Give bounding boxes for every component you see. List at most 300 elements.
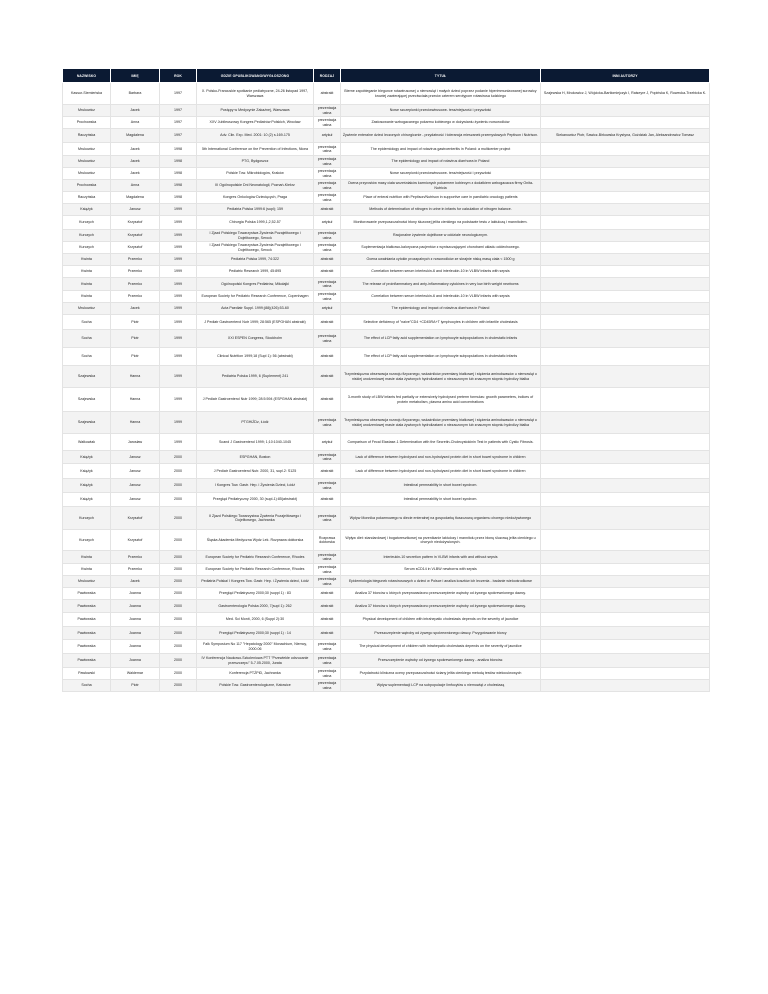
cell-first-name: Przemko [111, 551, 160, 564]
cell-surname: Socha [63, 348, 111, 366]
cell-other-authors [541, 613, 710, 627]
cell-surname: Kurczych [63, 230, 111, 242]
cell-venue: ESPGHAN, Boston [197, 451, 314, 464]
cell-surname: Mrukowicz [63, 576, 111, 588]
cell-other-authors [541, 242, 710, 254]
cell-surname: Mrukowicz [63, 105, 111, 117]
cell-other-authors [541, 254, 710, 266]
cell-year: 2000 [160, 551, 197, 564]
cell-title: The epidemiology and impact of rotavirus diarrhoea in Poland [341, 303, 541, 315]
cell-type: abstrakt [314, 388, 341, 412]
table-row [63, 291, 710, 303]
cell-title: The effect of LCP fatty acid supplementation on lymphocyte subpopulations in cholestatic infants [341, 330, 541, 348]
cell-title: Przeszczepienie wątroby od żywego spokrewnionego dawcy - analiza biorców. [341, 654, 541, 668]
cell-type: prezentacja ustna [314, 143, 341, 156]
column-header-venue: GDZIE OPUBLIKOWANO/WYGŁOSZONO [197, 69, 314, 83]
cell-surname: Wałkowiak [63, 434, 111, 451]
cell-first-name: Piotr [111, 330, 160, 348]
cell-type: Rozprawa doktorska [314, 530, 341, 551]
cell-title: Trzymiesięczna obserwacja rozwoju fizycznego, wskaźników przemiany białkowej i stężenia aminokwasów u niemowląt o niskiej urodzeniowej masie ciała żywionych hydrolizatami o niezaczonym lub znacznym stopniu hydrolizy białka [341, 366, 541, 388]
cell-other-authors [541, 315, 710, 330]
cell-year: 2000 [160, 627, 197, 640]
cell-type: prezentacja ustna [314, 654, 341, 668]
cell-surname: Kurczych [63, 507, 111, 530]
cell-first-name: Przemko [111, 278, 160, 291]
table-row [63, 551, 710, 564]
column-header-type: RODZAJ [314, 69, 341, 83]
cell-type: prezentacja ustna [314, 180, 341, 192]
cell-surname: Kwinta [63, 551, 111, 564]
cell-other-authors [541, 156, 710, 168]
cell-surname: Pawłowski [63, 668, 111, 680]
table-row [63, 412, 710, 434]
cell-title: Trzymiesięczna obserwacja rozwoju fizycznego, wskaźników przemiany białkowej i stężenia aminokwasów u niemowląt o niskiej urodzeniowej masie ciała żywionych hydrolizatami o niezaczonym lub znacznym stopniu hydrolizy białka [341, 412, 541, 434]
cell-surname: Pawłowska [63, 640, 111, 654]
cell-type: prezentacja ustna [314, 479, 341, 493]
cell-other-authors [541, 117, 710, 129]
cell-surname: Książyk [63, 451, 111, 464]
cell-first-name: Barbara [111, 83, 160, 105]
cell-year: 1999 [160, 330, 197, 348]
cell-type: prezentacja ustna [314, 640, 341, 654]
cell-first-name: Jacek [111, 156, 160, 168]
cell-surname: Szajewska [63, 366, 111, 388]
cell-venue: J Pediatr Gastroenterol Nutr 1999; 28:565 (ESPGHAN abstrakt) [197, 315, 314, 330]
table-row [63, 366, 710, 388]
table-row [63, 168, 710, 180]
cell-venue: XXV Jubileuszowy Kongres Pediatrów Polskich, Wrocław [197, 117, 314, 129]
cell-title: Nowe szczepionki przeciwwirusowe- teraźniejszość i przyszłość [341, 105, 541, 117]
table-row [63, 117, 710, 129]
cell-surname: Kwinta [63, 291, 111, 303]
cell-venue: Falk Symposium No 117 "Hepatology 2000" Monachium, Niemcy, 2000.06 [197, 640, 314, 654]
cell-other-authors [541, 266, 710, 278]
cell-year: 1998 [160, 143, 197, 156]
table-row [63, 680, 710, 692]
table-row [63, 434, 710, 451]
cell-type: abstrakt [314, 600, 341, 613]
cell-other-authors [541, 600, 710, 613]
cell-year: 1997 [160, 117, 197, 129]
cell-venue: Acta Paediatr Suppl. 1999;(88)(426):53-60 [197, 303, 314, 315]
cell-title: Correlation between serum interleukin-6 and interleukin-10 in VLBW infants with sepsis [341, 266, 541, 278]
cell-first-name: Hanna [111, 412, 160, 434]
cell-venue: Scand J Gastroenterol 1999; 1;10:1040-1045 [197, 434, 314, 451]
cell-venue: Polskie Tow. Gastroenterologiczne, Katowice [197, 680, 314, 692]
table-row [63, 254, 710, 266]
cell-venue: Clinical Nutrition 1999;18 (Supl 1): 56 (abstrakt) [197, 348, 314, 366]
cell-title: Lack of difference between hydrolysed and non-hydrolysed protein diet in short bowel syndrome in children [341, 464, 541, 479]
cell-year: 1998 [160, 168, 197, 180]
cell-year: 2000 [160, 507, 197, 530]
cell-title: Lack of difference between hydrolysed and non-hydrolysed protein diet in short bowel syndrome in children [341, 451, 541, 464]
cell-venue: J Pediatr Gastroenterol Nutr. 2000, 31, supl.2: S125 [197, 464, 314, 479]
table-row [63, 315, 710, 330]
table-row [63, 105, 710, 117]
cell-first-name: Piotr [111, 348, 160, 366]
cell-type: prezentacja ustna [314, 330, 341, 348]
cell-venue: European Society for Pediatric Research Conference, Rhodes [197, 551, 314, 564]
cell-year: 1999 [160, 291, 197, 303]
cell-year: 1999 [160, 266, 197, 278]
cell-year: 1999 [160, 204, 197, 216]
cell-first-name: Joanna [111, 640, 160, 654]
cell-surname: Prochowska [63, 180, 111, 192]
column-header-year: ROK [160, 69, 197, 83]
cell-type: abstrakt [314, 588, 341, 600]
cell-year: 1997 [160, 129, 197, 143]
table-row [63, 156, 710, 168]
cell-other-authors [541, 479, 710, 493]
column-header-surname: NAZWISKO [63, 69, 111, 83]
cell-title: The effect of LCP fatty acid supplementation on lymphocyte subpopulations in cholestatic infants [341, 348, 541, 366]
cell-first-name: Przemko [111, 254, 160, 266]
cell-other-authors [541, 451, 710, 464]
cell-title: Serum sCD14 in VLBW newborns with sepsis [341, 564, 541, 576]
cell-year: 1997 [160, 105, 197, 117]
cell-type: abstrakt [314, 493, 341, 507]
cell-other-authors [541, 105, 710, 117]
cell-other-authors [541, 330, 710, 348]
cell-year: 1999 [160, 242, 197, 254]
cell-type: prezentacja ustna [314, 242, 341, 254]
cell-venue: Pediatric Research 1999, 45:895 [197, 266, 314, 278]
cell-surname: Kassur-Siemieńska [63, 83, 111, 105]
cell-venue: Pediatria Polska 1999, 74:322 [197, 254, 314, 266]
cell-venue: Med. Sci Monit, 2000, 6 (Suppl 2):30 [197, 613, 314, 627]
publications-sheet [62, 68, 709, 692]
table-row [63, 242, 710, 254]
cell-first-name: Waldemar [111, 668, 160, 680]
cell-first-name: Krzysztof [111, 242, 160, 254]
cell-first-name: Krzysztof [111, 230, 160, 242]
cell-first-name: Jacek [111, 303, 160, 315]
cell-venue: Ogólnopolski Kongres Pediatrów, Mikołajki [197, 278, 314, 291]
cell-year: 2000 [160, 479, 197, 493]
cell-title: Zastosowanie wzbogacanego pokarmu kobiecego w dożywianiu żywieniu noworodków [341, 117, 541, 129]
table-row [63, 451, 710, 464]
cell-title: Epidemiologia biegunek rotawirusowych u dzieci w Polsce i analiza kosztów ich leczenia - badanie wieloośrodkowe [341, 576, 541, 588]
cell-type: artykuł [314, 129, 341, 143]
cell-title: Analiza 37 biorców u których przeprowadzono przeszczepienie wątroby od żywego spokrewnionego dawcy. [341, 600, 541, 613]
cell-year: 2000 [160, 464, 197, 479]
cell-first-name: Joanna [111, 654, 160, 668]
cell-year: 2000 [160, 654, 197, 668]
cell-title: Interleukin-10 secretion pattern in VLBW infants with and without sepsis [341, 551, 541, 564]
cell-venue: II Zjazd Polskiego Towarzystwa Żywienia Pozajelitowego i Dojelitowego, Jachranka [197, 507, 314, 530]
cell-venue: X. Polsko-Francuskie spotkanie pediatryczne, 24-26 listopad 1997, Warszawa [197, 83, 314, 105]
cell-first-name: Jarosław [111, 434, 160, 451]
cell-surname: Książyk [63, 204, 111, 216]
cell-other-authors [541, 551, 710, 564]
cell-year: 2000 [160, 668, 197, 680]
cell-title: Intestinal permeability in short bowel syndrom. [341, 493, 541, 507]
cell-type: abstrakt [314, 366, 341, 388]
cell-first-name: Krzysztof [111, 530, 160, 551]
cell-title: Ocena przyrostów masy ciała wcześniaków karmionych pokarmem kobiecym z dodatkiem wzbogacacza firmy Onita-Nutricia [341, 180, 541, 192]
cell-surname: Pawłowska [63, 654, 111, 668]
cell-title: Methods of determination of nitrogen in urine in infants for calculation of nitrogen balance. [341, 204, 541, 216]
table-row [63, 129, 710, 143]
cell-title: Analiza 37 biorców u których przeprowadzono przeszczepienie wątroby od żywego spokrewnionego dawcy. [341, 588, 541, 600]
cell-venue: XXI ESPEN Congress, Stockholm [197, 330, 314, 348]
table-row [63, 588, 710, 600]
table-row [63, 530, 710, 551]
cell-surname: Szajewska [63, 388, 111, 412]
cell-venue: Adv. Clin. Exp. Med. 2001: 10 (2) s.169-175 [197, 129, 314, 143]
cell-type: prezentacja ustna [314, 105, 341, 117]
cell-venue: IV Konferencja Naukowo-Szkoleniowa PTT "Przewlekłe odrzucanie przeszczepu" 5-7.05.2000, Jurata [197, 654, 314, 668]
cell-other-authors [541, 291, 710, 303]
table-row [63, 479, 710, 493]
cell-surname: Kwinta [63, 254, 111, 266]
cell-venue: III Ogólnopolskie Dni Neonatologii, Poznań-Kiekrz [197, 180, 314, 192]
table-row [63, 464, 710, 479]
cell-title: Wpływ suplementacji LCP na subpopulacje limfocytów u niemowląt z cholestazą [341, 680, 541, 692]
cell-first-name: Magdalena [111, 129, 160, 143]
cell-other-authors [541, 303, 710, 315]
cell-year: 2000 [160, 613, 197, 627]
cell-type: prezentacja ustna [314, 451, 341, 464]
cell-other-authors [541, 216, 710, 230]
cell-first-name: Anna [111, 117, 160, 129]
cell-other-authors [541, 576, 710, 588]
cell-venue: Pediatria Polska/ I Kongres Tow. Gastr. Hep. i Żywienia dzieci, Łódź [197, 576, 314, 588]
cell-year: 1997 [160, 83, 197, 105]
cell-first-name: Jacek [111, 576, 160, 588]
cell-other-authors [541, 388, 710, 412]
cell-other-authors [541, 564, 710, 576]
cell-type: abstrakt [314, 627, 341, 640]
cell-title: Ocena uwalniania cytokin prozapalnych z noworodków ze skrajnie niską masą ciała < 1500 g [341, 254, 541, 266]
cell-venue: Śląska Akademia Medyczna Wydz Lek. Rozprawa doktorska [197, 530, 314, 551]
cell-title: Bierne zapobieganie biegunce rotawirusowej u niemowląt i małych dzieci poprzez podanie hiperimmunizowanej surowicy krowiej zawierającej przeciwciała przeciw czterem serotypom rotawirusa ludzkiego [341, 83, 541, 105]
cell-type: prezentacja ustna [314, 564, 341, 576]
cell-first-name: Janusz [111, 493, 160, 507]
cell-surname: Kurczych [63, 530, 111, 551]
cell-year: 1999 [160, 348, 197, 366]
cell-surname: Szajewska [63, 412, 111, 434]
cell-other-authors [541, 204, 710, 216]
cell-venue: Przegląd Pediatryczny 2000, 30 (supl-1):85(abstrakt) [197, 493, 314, 507]
cell-year: 1999 [160, 254, 197, 266]
table-row [63, 330, 710, 348]
cell-title: Przydatność kliniczna oceny przepuszczalności ściany jelita cienkiego metodą testów wielocukrowych [341, 668, 541, 680]
cell-year: 2000 [160, 576, 197, 588]
cell-type: prezentacja ustna [314, 412, 341, 434]
cell-type: abstrakt [314, 464, 341, 479]
cell-other-authors [541, 366, 710, 388]
cell-surname: Raczyńska [63, 192, 111, 204]
header-row [63, 69, 710, 83]
cell-surname: Socha [63, 680, 111, 692]
cell-other-authors [541, 278, 710, 291]
cell-type: prezentacja ustna [314, 278, 341, 291]
table-row [63, 613, 710, 627]
cell-year: 1999 [160, 315, 197, 330]
cell-type: abstrakt [314, 315, 341, 330]
column-header-first-name: IMIĘ [111, 69, 160, 83]
cell-surname: Pawłowska [63, 588, 111, 600]
cell-first-name: Magdalena [111, 192, 160, 204]
cell-type: prezentacja ustna [314, 576, 341, 588]
cell-surname: Pawłowska [63, 613, 111, 627]
cell-title: Place of enteral nutrition with Peptison/Nutrison in supportive care in paediatric oncology patients [341, 192, 541, 204]
cell-type: prezentacja ustna [314, 168, 341, 180]
cell-first-name: Przemko [111, 291, 160, 303]
cell-type: artykuł [314, 434, 341, 451]
table-row [63, 278, 710, 291]
cell-other-authors [541, 588, 710, 600]
cell-surname: Mrukowicz [63, 143, 111, 156]
column-header-title: TYTUŁ [341, 69, 541, 83]
cell-venue: Polskie Tow. Mikrobiologów, Kraków [197, 168, 314, 180]
cell-venue: Pediatria Polska 1999, 6 (Suplement) 241 [197, 366, 314, 388]
cell-first-name: Jacek [111, 105, 160, 117]
cell-type: prezentacja ustna [314, 117, 341, 129]
cell-type: abstrakt [314, 266, 341, 278]
cell-venue: PTG, Bydgoszcz [197, 156, 314, 168]
cell-other-authors [541, 143, 710, 156]
cell-venue: Przegląd Pediatryczny 2000;30 (suppl 1) : 83 [197, 588, 314, 600]
cell-type: abstrakt [314, 613, 341, 627]
cell-type: abstrakt [314, 254, 341, 266]
cell-other-authors [541, 530, 710, 551]
cell-venue: Przegląd Pediatryczny 2000;30 (suppl 1) : 14 [197, 627, 314, 640]
cell-type: prezentacja ustna [314, 156, 341, 168]
table-row [63, 388, 710, 412]
cell-year: 2000 [160, 588, 197, 600]
cell-first-name: Joanna [111, 613, 160, 627]
cell-title: Intestinal permeability in short bowel syndrom. [341, 479, 541, 493]
cell-year: 1999 [160, 366, 197, 388]
cell-other-authors [541, 434, 710, 451]
cell-year: 1998 [160, 156, 197, 168]
cell-other-authors [541, 412, 710, 434]
cell-first-name: Krzysztof [111, 507, 160, 530]
cell-surname: Mrukowicz [63, 303, 111, 315]
cell-surname: Mrukowicz [63, 168, 111, 180]
cell-first-name: Hanna [111, 366, 160, 388]
table-row [63, 507, 710, 530]
cell-year: 1998 [160, 180, 197, 192]
cell-other-authors [541, 654, 710, 668]
table-row [63, 216, 710, 230]
cell-type: prezentacja ustna [314, 291, 341, 303]
cell-surname: Kurczych [63, 242, 111, 254]
cell-other-authors [541, 168, 710, 180]
cell-year: 1999 [160, 230, 197, 242]
cell-year: 1999 [160, 303, 197, 315]
cell-type: artykuł [314, 303, 341, 315]
cell-first-name: Przemko [111, 266, 160, 278]
cell-venue: Pediatria Polska 1999:6 (supl); 159 [197, 204, 314, 216]
cell-type: prezentacja ustna [314, 680, 341, 692]
cell-first-name: Joanna [111, 588, 160, 600]
cell-surname: Książyk [63, 464, 111, 479]
table-row [63, 600, 710, 613]
cell-other-authors [541, 507, 710, 530]
table-row [63, 192, 710, 204]
cell-surname: Raczyńska [63, 129, 111, 143]
cell-venue: Kongres Onkologów Dziecięcych, Praga [197, 192, 314, 204]
column-header-other-authors: INNI AUTORZY [541, 69, 710, 83]
cell-venue: Postępy w Medycynie Zakaźnej, Warszawa [197, 105, 314, 117]
cell-surname: Pawłowska [63, 600, 111, 613]
cell-title: Correlation between serum interleukin-6 and interleukin-10 in VLBW infants with sepsis [341, 291, 541, 303]
cell-other-authors [541, 180, 710, 192]
cell-type: prezentacja ustna [314, 192, 341, 204]
cell-surname: Kwinta [63, 266, 111, 278]
table-row [63, 180, 710, 192]
cell-title: Wpływ diet: standardowej i bogatoresztkowej na przenikanie laktulozy i mannitolu przez błonę śluzową jelita cienkiego u chorych niedożywionych. [341, 530, 541, 551]
cell-type: prezentacja ustna [314, 230, 341, 242]
cell-title: Physical development of children with intrahepatic cholestasis depends on the severity of jaundice [341, 613, 541, 627]
cell-venue: J Pediatr Gastroenterol Nutr 1999; 28:5:594 (ESPGHAN abstrakt) [197, 388, 314, 412]
cell-venue: I Zjazd Polskiego Towarzystwa Żywienia Pozajelitowego i Dojelitowego, Serock [197, 230, 314, 242]
table-row [63, 654, 710, 668]
cell-other-authors [541, 668, 710, 680]
cell-title: Comparison of Fecal Elastase-1 Determination with the Secretin-Cholecystokinin Test in patients with Cystic Fibrosis. [341, 434, 541, 451]
cell-first-name: Jacek [111, 168, 160, 180]
cell-year: 2000 [160, 600, 197, 613]
publications-table [62, 68, 710, 692]
cell-first-name: Przemko [111, 564, 160, 576]
cell-first-name: Krzysztof [111, 216, 160, 230]
cell-type: abstrakt [314, 83, 341, 105]
cell-year: 2000 [160, 640, 197, 654]
cell-year: 2000 [160, 680, 197, 692]
cell-surname: Prochowska [63, 117, 111, 129]
table-row [63, 627, 710, 640]
cell-other-authors: Szajewska H, Mrukowicz J, Wójcicka-Bartłomiejczyk I, Raiseyre J, Popińska K, Rowecka-Trzebicka K. [541, 83, 710, 105]
cell-year: 1999 [160, 412, 197, 434]
cell-year: 1999 [160, 388, 197, 412]
cell-other-authors [541, 464, 710, 479]
cell-first-name: Janusz [111, 204, 160, 216]
table-row [63, 564, 710, 576]
cell-title: The epidemiology and impact of rotavirus diarrhoea in Poland [341, 156, 541, 168]
cell-surname: Książyk [63, 479, 111, 493]
cell-type: abstrakt [314, 348, 341, 366]
table-row [63, 576, 710, 588]
cell-other-authors [541, 230, 710, 242]
cell-type: prezentacja ustna [314, 551, 341, 564]
table-row [63, 266, 710, 278]
cell-venue: PTGHiŻDz, Łódź [197, 412, 314, 434]
cell-title: 3-month study of LBW infants fed partially or extensively hydrolysed preterm formulas: growth parameters, indices of protein metabolism, plasma amino acid concentrations [341, 388, 541, 412]
cell-type: prezentacja ustna [314, 668, 341, 680]
cell-venue: Chirurgia Polska 1999,1,2,52-57 [197, 216, 314, 230]
cell-type: artykuł [314, 216, 341, 230]
cell-first-name: Janusz [111, 479, 160, 493]
cell-title: Wpływ Monnika pokarmowego w diecie enteralnej na gospodarkę tłuszczową organizmu chorego niedożywionego [341, 507, 541, 530]
cell-venue: Konferencja PTŻPiD, Jachranka [197, 668, 314, 680]
cell-venue: Gastroenterologia Polska 2000, 7(supl 1): 262 [197, 600, 314, 613]
cell-year: 2000 [160, 530, 197, 551]
cell-surname: Socha [63, 330, 111, 348]
cell-first-name: Joanna [111, 600, 160, 613]
cell-first-name: Janusz [111, 464, 160, 479]
cell-title: Nowe szczepionki przeciwwirusowe- teraźniejszość i przyszłość [341, 168, 541, 180]
cell-year: 1998 [160, 192, 197, 204]
cell-other-authors [541, 627, 710, 640]
cell-title: The epidemiology and impact of rotavirus gastroenteritis in Poland: a multicenter project [341, 143, 541, 156]
cell-other-authors [541, 640, 710, 654]
cell-year: 2000 [160, 451, 197, 464]
table-row [63, 303, 710, 315]
table-row [63, 204, 710, 216]
